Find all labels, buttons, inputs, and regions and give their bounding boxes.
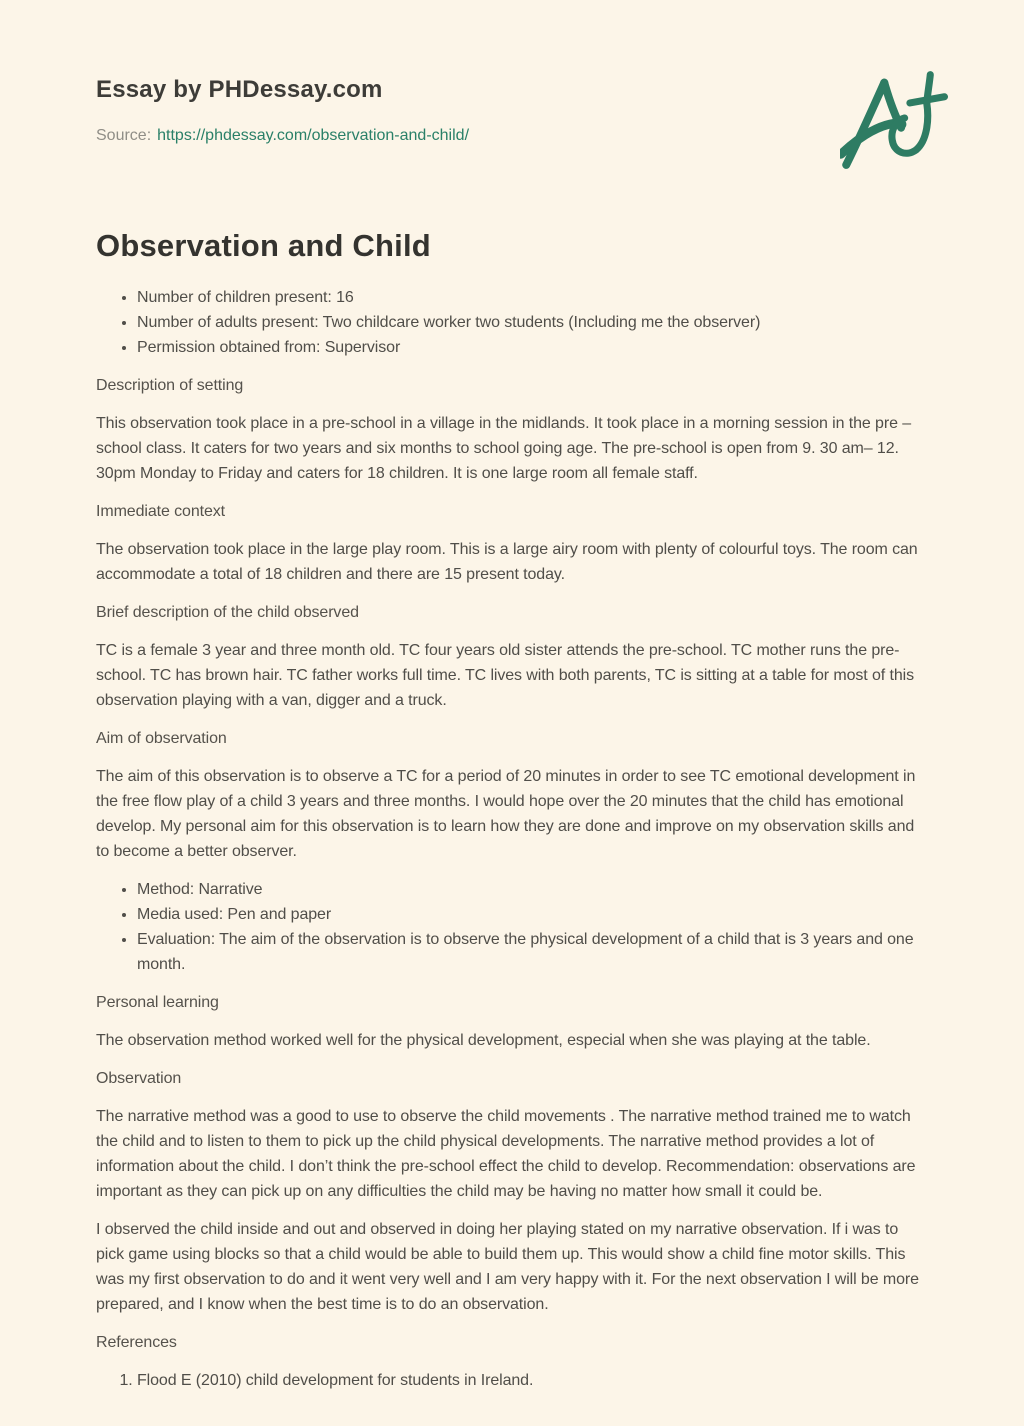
- list-item: • Number of adults present: Two childcare worker two students (Including me the observer): [137, 310, 928, 335]
- paragraph-personal-learning: The observation method worked well for the physical development, especial when she was playing at the table.: [96, 1032, 871, 1049]
- phdessay-logo: [840, 66, 948, 170]
- source-label: Source:: [96, 127, 152, 144]
- paragraph-observation-1: The narrative method was a good to use to observe the child movements . The narrative method trained me to watch the child and to listen to them to pick up the child physical developments. The narrative method provides a lot of information about the child. I don’t think the pre-school effect the child to develop. Recommendation: observations are important as they can pick up on any difficulties the child may be having no matter how small it could be.: [96, 1108, 916, 1200]
- list-item: • Permission obtained from: Supervisor: [137, 335, 928, 360]
- essay-title: Observation and Child: [96, 228, 431, 263]
- paragraph-child: TC is a female 3 year and three month old. TC four years old sister attends the pre-school. TC mother runs the pre-school. TC has brown hair. TC father works full time. TC lives with both parents, TC is sitting at a table for most of this observation playing with a van, digger and a truck.: [96, 642, 914, 709]
- essay-body: [96, 228, 928, 1393]
- list-item: • Number of children present: 16: [137, 285, 928, 310]
- method-bullet-list: [96, 877, 928, 977]
- source-line: [96, 126, 928, 146]
- list-item: • Media used: Pen and paper: [137, 902, 928, 927]
- section-heading-observation: Observation: [96, 1070, 182, 1087]
- paragraph-context: The observation took place in the large play room. This is a large airy room with plenty of colourful toys. The room can accommodate a total of 18 children and there are 15 present today.: [96, 541, 918, 583]
- header-title: Essay by PHDessay.com: [96, 76, 383, 103]
- section-heading-personal-learning: Personal learning: [96, 994, 219, 1011]
- list-item: • Evaluation: The aim of the observation is to observe the physical development of a child that is 3 years and one month.: [137, 927, 928, 977]
- paragraph-observation-2: I observed the child inside and out and observed in doing her playing stated on my narrative observation. If i was to pick game using blocks so that a child would be able to build them up. This would show a child fine motor skills. This was my first observation to do and it went very well and I am very happy with it. For the next observation I will be more prepared, and I know when the best time is to do an observation.: [96, 1221, 919, 1313]
- paragraph-aim: The aim of this observation is to observe a TC for a period of 20 minutes in order to see TC emotional development in the free flow play of a child 3 years and three months. I would hope over the 20 minutes that the child has emotional develop. My personal aim for this observation is to learn how they are done and improve on my observation skills and to become a better observer.: [96, 768, 916, 860]
- section-heading-context: Immediate context: [96, 503, 226, 520]
- paragraph-setting: This observation took place in a pre-school in a village in the midlands. It took place in a morning session in the pre –school class. It caters for two years and six months to school going age. The pre-school is open from 9. 30 am– 12. 30pm Monday to Friday and caters for 18 children. It is one large room all female staff.: [96, 415, 912, 482]
- meta-bullet-list: [96, 285, 928, 360]
- reference-item: 1. Flood E (2010) child development for students in Ireland.: [137, 1368, 928, 1393]
- section-heading-child: Brief description of the child observed: [96, 604, 359, 621]
- section-heading-setting: Description of setting: [96, 377, 244, 394]
- list-item: • Method: Narrative: [137, 877, 928, 902]
- source-link[interactable]: https://phdessay.com/observation-and-child/: [157, 127, 470, 144]
- section-heading-references: References: [96, 1334, 177, 1351]
- references-list: [96, 1368, 928, 1393]
- section-heading-aim: Aim of observation: [96, 730, 227, 747]
- page-header: [96, 75, 928, 146]
- a-plus-icon: [840, 66, 948, 170]
